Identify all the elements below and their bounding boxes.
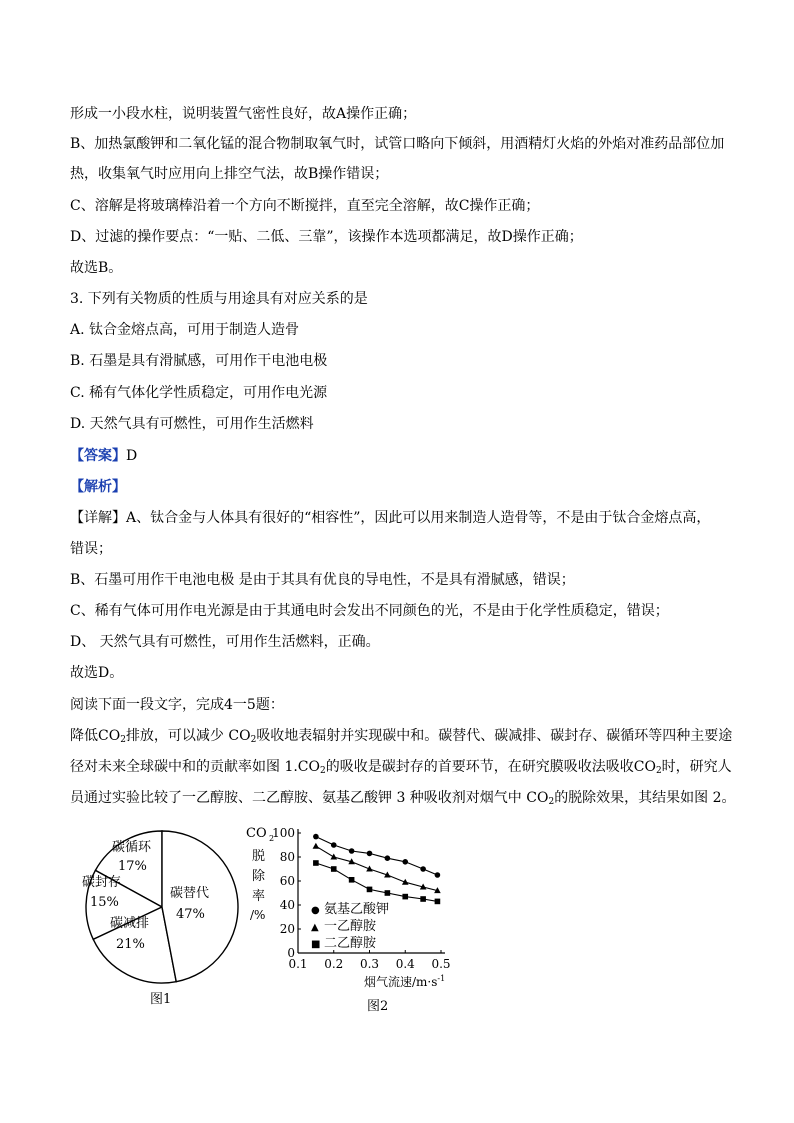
pie-label-carbon-storage: 碳封存	[82, 875, 122, 890]
figure-1-caption: 图1	[150, 992, 172, 1007]
x-tick-label: 0.5	[431, 957, 451, 971]
data-point-square	[367, 887, 373, 893]
data-point-circle	[435, 872, 441, 878]
y-tick-label: 80	[279, 850, 295, 864]
pie-value-carbon-substitution: 47%	[176, 907, 205, 922]
y-axis-label-char: 率	[252, 889, 266, 904]
pie-label-carbon-reduction: 碳减排	[110, 916, 150, 931]
question-stem: 3. 下列有关物质的性质与用途具有对应关系的是	[70, 291, 368, 307]
x-tick-label: 0.2	[324, 957, 344, 971]
pie-label-carbon-substitution: 碳替代	[170, 886, 210, 901]
legend-label: 一乙醇胺	[324, 919, 377, 934]
x-tick-label: 0.4	[395, 957, 415, 971]
y-tick-labels	[272, 826, 295, 960]
legend-symbol: ■	[311, 939, 321, 950]
legend-symbol: ▲	[311, 922, 319, 933]
text-line: B、加热氯酸钾和二氧化锰的混合物制取氧气时，试管口略向下倾斜，用酒精灯火焰的外焰对准药品部位加	[70, 136, 725, 152]
y-tick-label: 40	[279, 898, 295, 912]
data-point-square	[313, 860, 319, 866]
legend-label: 二乙醇胺	[324, 936, 377, 951]
detail-line: 故选D。	[70, 665, 124, 681]
text-line: D、过滤的操作要点：“一贴、二低、三靠”，该操作本选项都满足，故D操作正确；	[70, 229, 583, 245]
y-tick-label: 0	[287, 946, 295, 960]
legend	[311, 902, 389, 951]
text-line: 形成一小段水柱，说明装置气密性良好，故A操作正确；	[70, 106, 417, 122]
y-tick-label: 100	[272, 826, 295, 840]
data-point-circle	[367, 851, 373, 857]
data-point-circle	[313, 834, 319, 840]
data-point-square	[331, 866, 337, 872]
reading-instruction: 阅读下面一段文字，完成4一5题：	[70, 697, 284, 713]
detail-line: C、稀有气体可用作电光源是由于其通电时会发出不同颜色的光，不是由于化学性质稳定，错误；	[70, 603, 669, 619]
figure-2-line-chart	[240, 820, 480, 1020]
figure-1-pie-chart	[70, 820, 250, 1020]
data-point-circle	[385, 855, 391, 861]
x-axis-label: 烟气流速$/m\cdot s^{-1}$	[364, 974, 446, 989]
series-markers	[313, 834, 441, 904]
data-point-triangle	[313, 843, 320, 849]
x-tick-label: 0.3	[359, 957, 380, 971]
data-point-square	[402, 894, 408, 900]
detail-line: 【详解】A、钛合金与人体具有很好的“相容性”，因此可以用来制造人造骨等，不是由于钛合金熔点高，	[70, 510, 711, 526]
passage-line: 降低$CO_2$排放，可以减少 $CO_2$吸收地表辐射并实现碳中和。碳替代、碳减排、碳封存、碳循环等四种主要途	[70, 728, 733, 745]
x-tick-labels	[288, 957, 450, 971]
y-axis-label-co: CO	[246, 826, 267, 841]
analysis-label: 【解析】	[70, 479, 126, 495]
pie-label-carbon-cycle: 碳循环	[112, 840, 152, 855]
detail-line: 错误；	[70, 541, 112, 557]
data-point-circle	[420, 866, 426, 872]
option-a: A. 钛合金熔点高，可用于制造人造骨	[70, 322, 300, 338]
y-axis-label-char: 脱	[252, 849, 266, 864]
data-point-square	[349, 877, 355, 883]
option-d: D. 天然气具有可燃性，可用作生活燃料	[70, 416, 314, 432]
pie-value-carbon-reduction: 21%	[116, 937, 145, 952]
passage-line: 员通过实验比较了一乙醇胺、二乙醇胺、氨基乙酸钾 3 种吸收剂对烟气中 $CO_2$的脱除效果，其结果如图 2。	[70, 790, 736, 807]
y-axis-unit: /%	[250, 908, 266, 922]
answer-value: D	[126, 448, 138, 464]
data-point-square	[420, 896, 426, 902]
data-point-circle	[349, 848, 355, 854]
text-line: C、溶解是将玻璃棒沿着一个方向不断搅拌，直至完全溶解，故C操作正确；	[70, 198, 540, 214]
pie-value-carbon-cycle: 17%	[118, 859, 147, 874]
detail-line: B、石墨可用作干电池电极 是由于其具有优良的导电性，不是具有滑腻感，错误；	[70, 572, 575, 588]
answer-line	[70, 446, 137, 466]
answer-label: 【答案】	[70, 448, 126, 464]
data-point-circle	[331, 842, 337, 848]
y-axis-label-sub: 2	[269, 834, 275, 843]
y-tick-label: 60	[279, 874, 295, 888]
pie-value-carbon-storage: 15%	[90, 895, 119, 910]
figure-2-caption: 图2	[367, 999, 389, 1014]
legend-label: 氨基乙酸钾	[324, 902, 390, 917]
data-point-square	[385, 890, 391, 896]
data-point-circle	[402, 859, 408, 865]
text-line: 热，收集氧气时应用向上排空气法，故B操作错误；	[70, 166, 389, 182]
data-point-square	[435, 899, 441, 905]
legend-symbol: ●	[311, 905, 320, 916]
option-c: C. 稀有气体化学性质稳定，可用作电光源	[70, 385, 328, 401]
x-tick-label: 0.1	[288, 957, 308, 971]
detail-line: D、 天然气具有可燃性，可用作生活燃料，正确。	[70, 634, 380, 650]
data-point-triangle	[330, 854, 337, 860]
y-axis-label-char: 除	[252, 869, 266, 884]
passage-line: 径对未来全球碳中和的贡献率如图 $1.CO_2$的吸收是碳封存的首要环节，在研究膜吸收法吸收$CO_2$时，研究人	[70, 759, 732, 776]
text-line: 故选B。	[70, 260, 123, 276]
y-tick-label: 20	[279, 922, 295, 936]
option-b: B. 石墨是具有滑腻感，可用作干电池电极	[70, 353, 328, 369]
